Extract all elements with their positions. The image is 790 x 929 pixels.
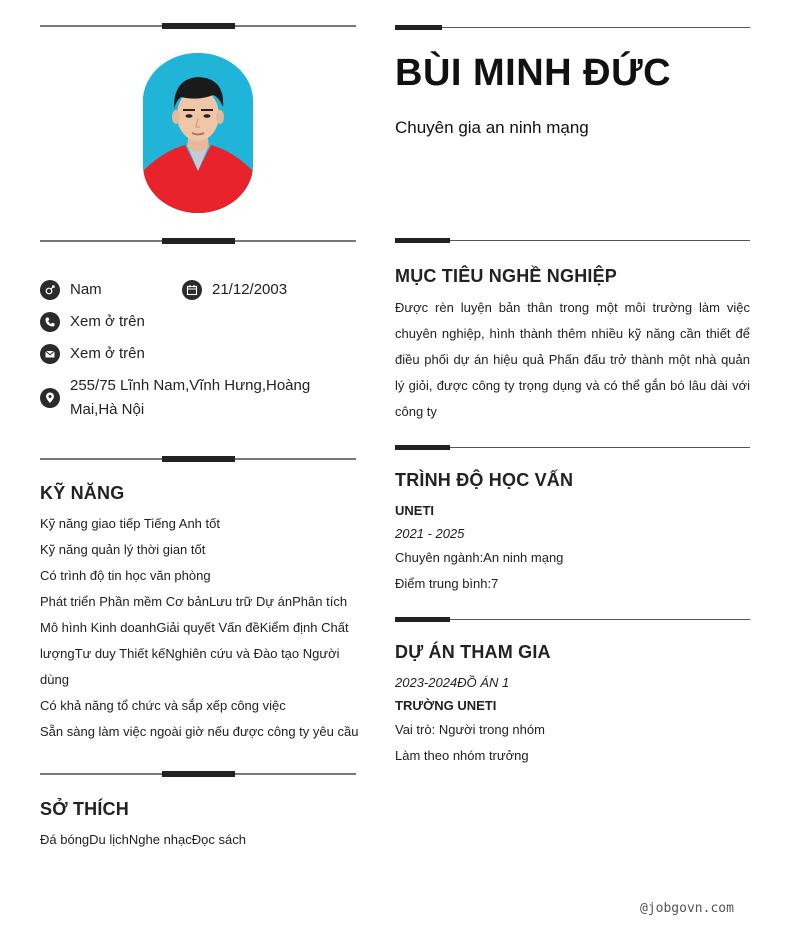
divider-top-right [395,25,750,31]
candidate-title: Chuyên gia an ninh mạng [395,118,589,137]
address-line-2: Mai,Hà Nội [70,401,145,418]
objective-heading: MỤC TIÊU NGHỀ NGHIỆP [395,266,618,286]
skill-item: Mô hình Kinh doanhGiải quyết Vấn đềKiểm định Chất [40,620,349,635]
project-period-name: 2023-2024ĐỒ ÁN 1 [395,675,510,690]
profile-photo [143,53,253,213]
email-value: Xem ở trên [70,345,145,362]
hobbies-heading: SỞ THÍCH [40,799,129,819]
divider-education [395,445,750,451]
address-row [40,374,340,422]
phone-value: Xem ở trên [70,313,145,330]
objective-text: Được rèn luyện bản thân trong một môi trường làm việc chuyên nghiệp, hình thành thêm nhiều kỹ năng cần thiết để điều phối dự án hiệu quả Phấn đấu trở thành một nhà quản lý giỏi, được công ty trọng dụng và có thể gắn bó lâu dài với công ty [395,300,750,419]
location-pin-icon [40,388,60,408]
divider-top-left [40,22,356,30]
education-heading: TRÌNH ĐỘ HỌC VẤN [395,470,574,490]
skill-item: Có trình độ tin học văn phòng [40,568,211,583]
skill-item: Phát triển Phần mềm Cơ bảnLưu trữ Dự ánPhân tích [40,594,348,609]
divider-objective [395,238,750,244]
skill-item: Kỹ năng quản lý thời gian tốt [40,542,206,557]
footer-watermark: @jobgovn.com [640,901,734,916]
divider-hobbies [40,770,356,778]
birthdate-value: 21/12/2003 [212,281,288,298]
education-gpa: Điểm trung bình:7 [395,576,499,591]
candidate-name: BÙI MINH ĐỨC [395,52,672,94]
gender-icon [40,280,60,300]
divider-projects [395,617,750,623]
project-role: Vai trò: Người trong nhóm [395,722,545,737]
projects-heading: DỰ ÁN THAM GIA [395,642,551,662]
divider-skills [40,455,356,463]
phone-row [40,310,145,334]
skills-list [40,511,360,745]
skill-item: dùng [40,672,69,687]
education-school: UNETI [395,503,434,518]
education-major: Chuyên ngành:An ninh mạng [395,550,564,565]
divider-photo-bottom [40,237,356,245]
education-period: 2021 - 2025 [395,526,465,541]
birthdate-row [182,278,287,302]
skill-item: lượngTư duy Thiết kếNghiên cứu và Đào tạo Người [40,646,340,661]
gender-row [40,278,102,302]
address-line-1: 255/75 Lĩnh Nam,Vĩnh Hưng,Hoàng [70,377,311,394]
gender-value: Nam [70,281,102,298]
skill-item: Kỹ năng giao tiếp Tiếng Anh tốt [40,516,220,531]
phone-icon [40,312,60,332]
project-desc: Làm theo nhóm trưởng [395,748,529,763]
project-org: TRƯỜNG UNETI [395,698,497,713]
skills-heading: KỸ NĂNG [40,483,125,503]
email-row [40,342,145,366]
mail-icon [40,344,60,364]
calendar-icon [182,280,202,300]
hobbies-text: Đá bóngDu lịchNghe nhạcĐọc sách [40,832,246,847]
skill-item: Có khả năng tổ chức và sắp xếp công việc [40,698,286,713]
address-value [70,374,310,422]
skill-item: Sẵn sàng làm việc ngoài giờ nếu được công ty yêu cầu [40,724,359,739]
